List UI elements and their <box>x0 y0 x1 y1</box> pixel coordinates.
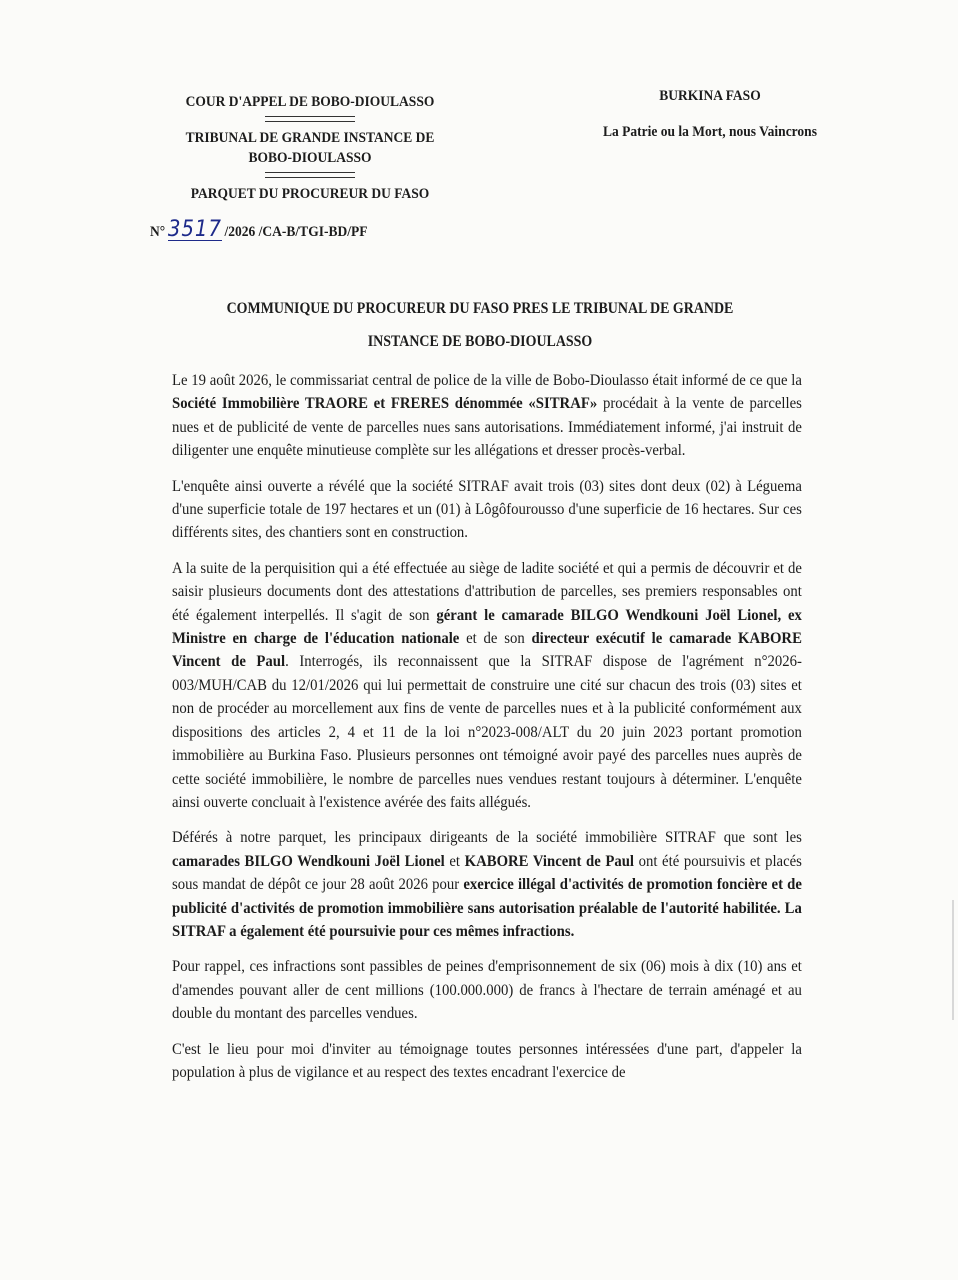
text-span: et <box>444 850 465 870</box>
text-span: et de son <box>459 628 532 648</box>
bold-span: Société Immobilière TRAORE et FRERES dénommée «SITRAF» <box>172 393 598 413</box>
court-name: COUR D'APPEL DE BOBO-DIOULASSO <box>185 94 435 110</box>
text-span: Déférés à notre parquet, les principaux dirigeants de la société immobilière SITRAF que sont les <box>172 827 802 847</box>
bold-span: directeur exécutif le camarade KABORE Vincent de Paul <box>172 628 802 671</box>
paragraph-2: L'enquête ainsi ouverte a révélé que la société SITRAF avait trois (03) sites dont deux (02) à Léguema d'une superficie totale de 197 hectares et un (01) à Lôgôfourousso d'une superficie de 16 hectares. Sur ces différents sites, des chantiers sont en construction. <box>172 475 802 542</box>
text-span: procédait à la vente de parcelles nues et de publicité de vente de parcelles nues sans autorisations. Immédiatement informé, j'ai instruit de diligenter une enquête minutieuse complète sur les allégations et dresser procès-verbal. <box>172 393 802 460</box>
text-span: . Interrogés, ils reconnaissent que la SITRAF dispose de l'agrément n°2026-003/MUH/CAB du 12/01/2026 qui lui permettait de construire une cité sur chacun des trois (03) sites et non de procéder au morcellement aux fins de vente de parcelles nues et à la publicité conformément aux dispositions des articles 2, 4 et 11 de la loi n°2023-008/ALT du 20 juin 2023 portant promotion immobilière au Burkina Faso. Plusieurs personnes ont témoigné avoir payé des parcelles nues auprès de cette société immobilière, le nombre de parcelles nues vendues restant toujours à déterminer. L'enquête ainsi ouverte concluait à l'existence avérée des faits allégués. <box>172 651 802 811</box>
title-line2: INSTANCE DE BOBO-DIOULASSO <box>367 333 593 350</box>
bold-span: KABORE Vincent de Paul <box>464 850 635 870</box>
reference-number <box>150 217 368 242</box>
country-block <box>575 86 845 142</box>
paragraph-3 <box>172 556 802 813</box>
reference-suffix: /2026 /CA-B/TGI-BD/PF <box>224 224 368 240</box>
separator <box>265 172 355 178</box>
text-span: A la suite de la perquisition qui a été effectuée au siège de ladite société et qui a permis de découvrir et de saisir plusieurs documents dont des attestations d'attribution de parcelles, ses premiers responsables ont été également interpellés. Il s'agit de son <box>172 557 802 624</box>
issuing-authority-block <box>148 92 472 204</box>
scan-edge-mark <box>952 900 954 1020</box>
tribunal-name-line2: BOBO-DIOULASSO <box>248 150 372 166</box>
national-motto: La Patrie ou la Mort, nous Vaincrons <box>603 124 817 140</box>
tribunal-name-line1: TRIBUNAL DE GRANDE INSTANCE DE <box>185 130 435 146</box>
text-span: Le 19 août 2026, le commissariat central de police de la ville de Bobo-Dioulasso était informé de ce que la <box>172 370 802 389</box>
reference-prefix: N° <box>150 224 166 240</box>
bold-span: exercice illégal d'activités de promotion foncière et de publicité d'activités de promotion immobilière sans autorisation préalable de l'autorité habilitée. La SITRAF a également été poursuivie pour ces mêmes infractions. <box>172 874 802 940</box>
paragraph-1 <box>172 368 802 462</box>
document-title <box>174 292 786 358</box>
paragraph-6: C'est le lieu pour moi d'inviter au témoignage toutes personnes intéressées d'une part, d'appeler la population à plus de vigilance et au respect des textes encadrant l'exercice de <box>172 1038 802 1081</box>
parquet-name: PARQUET DU PROCUREUR DU FASO <box>190 186 430 202</box>
title-line1: COMMUNIQUE DU PROCUREUR DU FASO PRES LE TRIBUNAL DE GRANDE <box>226 300 734 317</box>
handwritten-reference-number: 3517 <box>167 217 222 242</box>
separator <box>265 116 355 122</box>
text-span: ont été poursuivis et placés sous mandat de dépôt ce jour 28 août 2026 pour <box>172 850 802 894</box>
paragraph-5: Pour rappel, ces infractions sont passibles de peines d'emprisonnement de six (06) mois à dix (10) ans et d'amendes pouvant aller de cent millions (100.000.000) de francs à l'hectare de terrain aménagé et au double du montant des parcelles vendues. <box>172 956 802 1023</box>
paragraph-4 <box>172 825 802 942</box>
document-body <box>172 368 802 1095</box>
country-name: BURKINA FASO <box>659 88 761 104</box>
bold-span: camarades BILGO Wendkouni Joël Lionel <box>172 850 445 870</box>
bold-span: gérant le camarade BILGO Wendkouni Joël Lionel, ex Ministre en charge de l'éducation nationale <box>172 604 802 648</box>
